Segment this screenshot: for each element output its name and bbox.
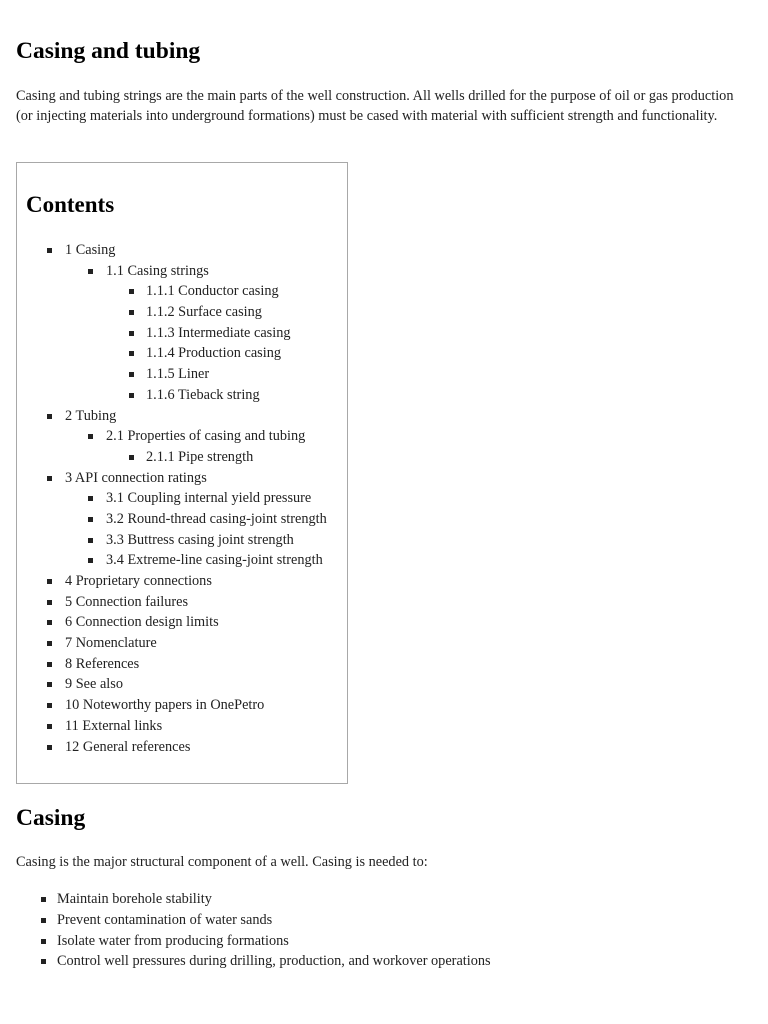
square-bullet-icon <box>47 579 52 584</box>
toc-link[interactable]: 3.2 Round-thread casing-joint strength <box>106 510 327 527</box>
list-item-text: Maintain borehole stability <box>57 891 212 907</box>
toc-link[interactable]: 3.4 Extreme-line casing-joint strength <box>106 552 323 569</box>
toc-heading: Contents <box>26 192 115 217</box>
square-bullet-icon <box>41 897 46 902</box>
toc-item <box>16 261 346 282</box>
square-bullet-icon <box>129 289 134 294</box>
toc-link[interactable]: 3.3 Buttress casing joint strength <box>106 531 294 548</box>
square-bullet-icon <box>47 248 52 253</box>
toc-link[interactable]: 10 Noteworthy papers in OnePetro <box>65 697 265 714</box>
square-bullet-icon <box>88 496 93 501</box>
toc-link[interactable]: 1.1.6 Tieback string <box>146 386 260 403</box>
square-bullet-icon <box>47 662 52 667</box>
square-bullet-icon <box>47 703 52 708</box>
toc-item <box>16 240 346 261</box>
toc-item <box>16 592 346 613</box>
toc-item <box>16 633 346 654</box>
square-bullet-icon <box>129 372 134 377</box>
toc-item <box>16 488 346 509</box>
square-bullet-icon <box>129 351 134 356</box>
square-bullet-icon <box>47 600 52 605</box>
toc-link[interactable]: 9 See also <box>65 676 123 693</box>
square-bullet-icon <box>47 620 52 625</box>
toc-item <box>16 426 346 447</box>
toc-link[interactable]: 1.1 Casing strings <box>106 262 209 279</box>
list-item <box>16 951 746 972</box>
square-bullet-icon <box>41 959 46 964</box>
section-heading-casing: Casing <box>16 805 86 831</box>
toc-link[interactable]: 12 General references <box>65 738 191 755</box>
toc-link[interactable]: 1 Casing <box>65 242 116 258</box>
square-bullet-icon <box>47 414 52 419</box>
toc-item <box>16 654 346 675</box>
toc-item <box>16 364 346 385</box>
toc-link[interactable]: 4 Proprietary connections <box>65 573 212 589</box>
toc-link[interactable]: 7 Nomenclature <box>65 635 157 652</box>
square-bullet-icon <box>88 538 93 543</box>
list-item-text: Isolate water from producing formations <box>57 932 289 949</box>
toc-item <box>16 530 346 551</box>
toc-item <box>16 447 346 468</box>
casing-purpose-list <box>16 889 746 972</box>
square-bullet-icon <box>129 331 134 336</box>
list-item <box>16 910 746 931</box>
toc-item <box>16 550 346 571</box>
toc-link[interactable]: 8 References <box>65 655 140 672</box>
toc-link[interactable]: 6 Connection design limits <box>65 614 219 631</box>
toc-item <box>16 612 346 633</box>
square-bullet-icon <box>41 939 46 944</box>
toc-link[interactable]: 1.1.2 Surface casing <box>146 304 262 321</box>
toc-link[interactable]: 5 Connection failures <box>65 593 189 610</box>
toc-item <box>16 674 346 695</box>
toc-item <box>16 737 346 758</box>
casing-intro-paragraph: Casing is the major structural component of a well. Casing is needed to: <box>16 854 428 870</box>
toc-link[interactable]: 2.1.1 Pipe strength <box>146 448 254 465</box>
square-bullet-icon <box>129 455 134 460</box>
toc-link[interactable]: 3.1 Coupling internal yield pressure <box>106 490 312 507</box>
toc-item <box>16 406 346 427</box>
list-item <box>16 931 746 952</box>
square-bullet-icon <box>88 434 93 439</box>
square-bullet-icon <box>47 476 52 481</box>
toc-item <box>16 323 346 344</box>
toc-link[interactable]: 1.1.3 Intermediate casing <box>146 324 291 341</box>
toc-item <box>16 281 346 302</box>
intro-paragraph: Casing and tubing strings are the main parts of the well construction. All wells drilled for the purpose of oil or gas production (or injecting materials into underground formations) must be cased with material with sufficient strength and functionality. <box>16 88 734 124</box>
toc-item <box>16 509 346 530</box>
toc-link[interactable]: 1.1.1 Conductor casing <box>146 283 279 300</box>
toc-link[interactable]: 11 External links <box>65 717 163 734</box>
toc-item <box>16 468 346 489</box>
square-bullet-icon <box>88 517 93 522</box>
square-bullet-icon <box>41 918 46 923</box>
toc-item <box>16 716 346 737</box>
toc-item <box>16 302 346 323</box>
list-item <box>16 889 746 910</box>
list-item-text: Control well pressures during drilling, production, and workover operations <box>57 953 491 970</box>
toc-link[interactable]: 1.1.5 Liner <box>146 366 210 383</box>
square-bullet-icon <box>129 393 134 398</box>
square-bullet-icon <box>47 745 52 750</box>
toc-item <box>16 571 346 592</box>
square-bullet-icon <box>47 641 52 646</box>
toc-item <box>16 695 346 716</box>
list-item-text: Prevent contamination of water sands <box>57 911 273 928</box>
toc-link[interactable]: 3 API connection ratings <box>65 469 207 486</box>
square-bullet-icon <box>88 558 93 563</box>
toc-item <box>16 343 346 364</box>
toc-link[interactable]: 2.1 Properties of casing and tubing <box>106 428 306 445</box>
square-bullet-icon <box>47 724 52 729</box>
toc-list <box>16 240 346 757</box>
page-title: Casing and tubing <box>16 38 201 64</box>
toc-item <box>16 385 346 406</box>
toc-link[interactable]: 2 Tubing <box>65 407 117 424</box>
square-bullet-icon <box>47 682 52 687</box>
square-bullet-icon <box>129 310 134 315</box>
toc-link[interactable]: 1.1.4 Production casing <box>146 345 282 362</box>
square-bullet-icon <box>88 269 93 274</box>
